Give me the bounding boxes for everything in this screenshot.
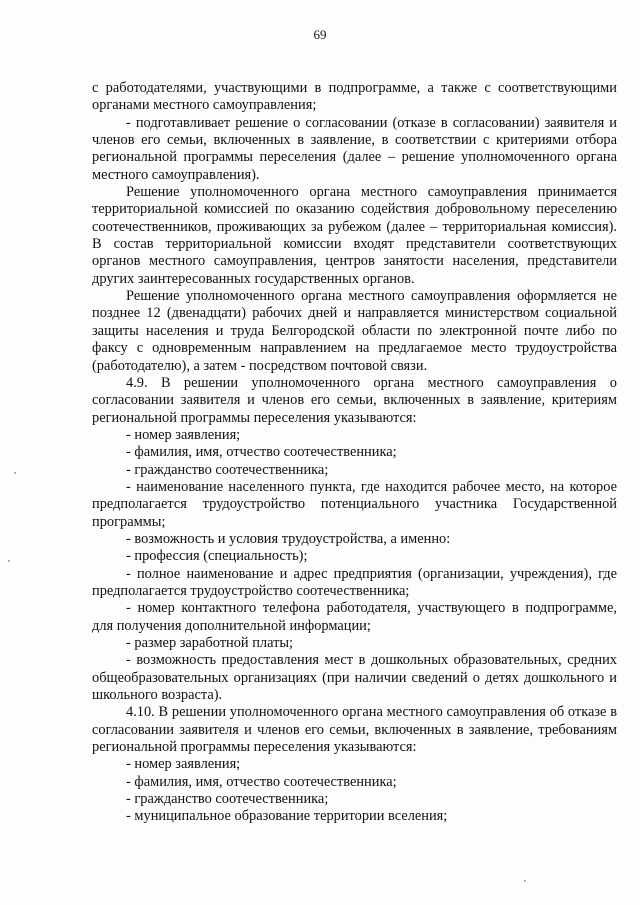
list-item: - возможность предоставления мест в дошкольных образовательных, средних общеобразовательных организациях (при наличии сведений о детях дошкольного и школьного возраста). <box>92 652 617 704</box>
page-number: 69 <box>313 27 327 42</box>
document-body <box>92 80 617 826</box>
list-item: - подготавливает решение о согласовании (отказе в согласовании) заявителя и членов его семьи, включенных в заявление, в соответствии с критериями отбора региональной программы переселения (далее – решение уполномоченного органа местного самоуправления). <box>92 114 617 183</box>
list-item: - фамилия, имя, отчество соотечественника; <box>126 444 397 461</box>
list-item: - муниципальное образование территории вселения; <box>126 808 448 825</box>
paragraph: Решение уполномоченного органа местного самоуправления принимается территориальной комиссией по оказанию содействия добровольному переселению соотечественников, проживающих за рубежом (далее – территориальная комиссия). В состав территориальной комиссии входят представители соответствующих органов местного самоуправления, центров занятости населения, представители других заинтересованных государственных органов. <box>92 184 617 287</box>
list-item: - номер заявления; <box>126 426 241 443</box>
paragraph-section-4-9: 4.9. В решении уполномоченного органа местного самоуправления о согласовании заявителя и членов его семьи, включенных в заявление, критериям региональной программы переселения указываются: <box>92 374 617 426</box>
scan-speck <box>14 472 16 474</box>
list-item: - возможность и условия трудоустройства, а именно: <box>126 530 451 547</box>
paragraph-continuation: с работодателями, участвующими в подпрограмме, а также с соответствующими органами местного самоуправления; <box>92 80 617 114</box>
list-item: - гражданство соотечественника; <box>126 791 329 808</box>
list-item: - номер контактного телефона работодателя, участвующего в подпрограмме, для получения дополнительной информации; <box>92 600 617 634</box>
list-item: - фамилия, имя, отчество соотечественника; <box>126 773 397 790</box>
list-item: - полное наименование и адрес предприятия (организации, учреждения), где предполагается трудоустройство соотечественника; <box>92 565 617 599</box>
list-item: - номер заявления; <box>126 756 241 773</box>
scan-speck <box>524 880 526 882</box>
scan-speck <box>8 560 10 562</box>
list-item: - гражданство соотечественника; <box>126 461 329 478</box>
list-item: - профессия (специальность); <box>126 548 308 565</box>
paragraph-section-4-10: 4.10. В решении уполномоченного органа местного самоуправления об отказе в согласовании заявителя и членов его семьи, включенных в заявление, требованиям региональной программы переселения указываются: <box>92 704 617 756</box>
paragraph: Решение уполномоченного органа местного самоуправления оформляется не позднее 12 (двенадцати) рабочих дней и направляется министерством социальной защиты населения и труда Белгородской области по электронной почте либо по факсу с одновременным направлением на предлагаемое место трудоустройства (работодателю), а затем - посредством почтовой связи. <box>92 288 617 374</box>
list-item: - наименование населенного пункта, где находится рабочее место, на которое предполагается трудоустройство потенциального участника Государственной программы; <box>92 478 617 530</box>
list-item: - размер заработной платы; <box>126 635 294 651</box>
